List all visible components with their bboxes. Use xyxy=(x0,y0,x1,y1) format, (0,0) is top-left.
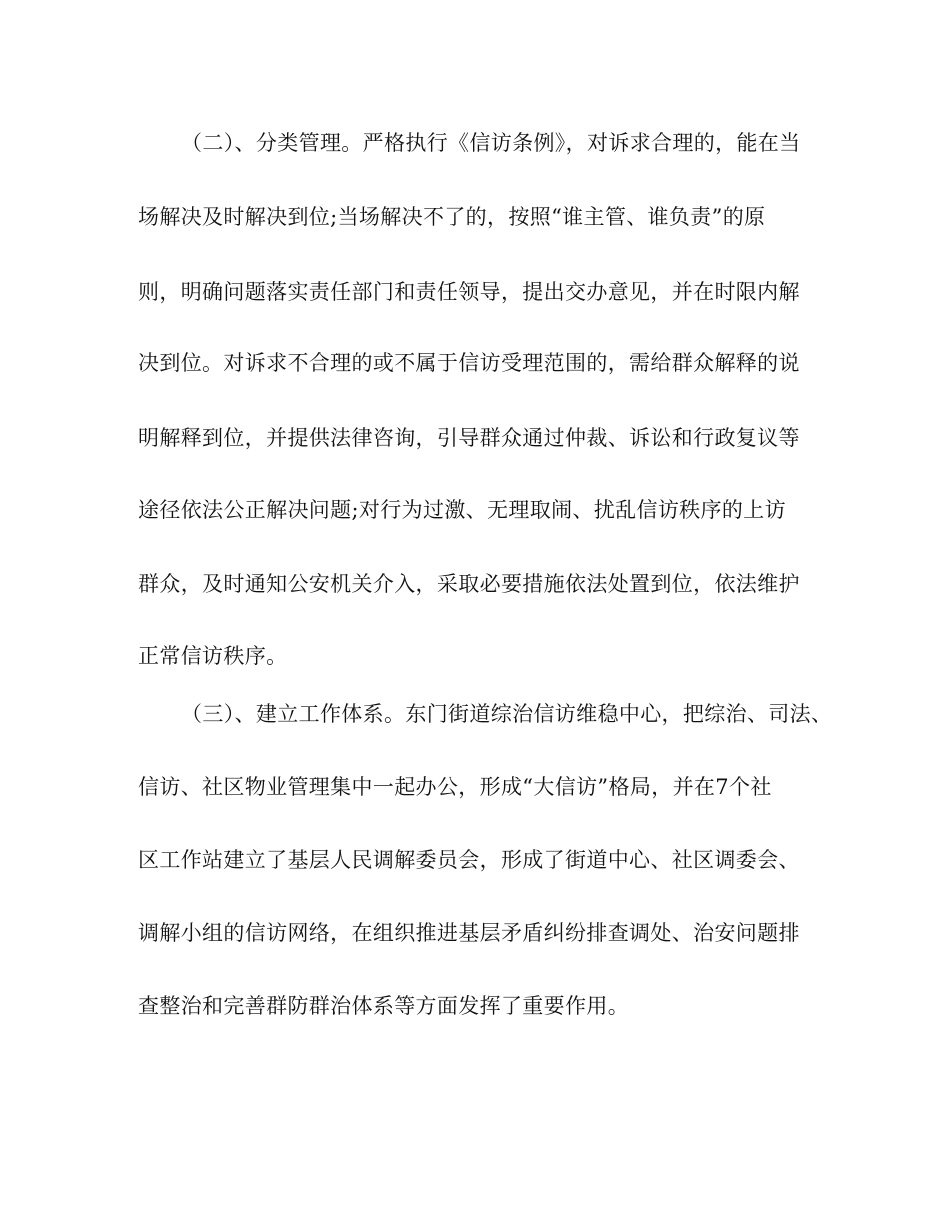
paragraph-2-line-4: 调解小组的信访网络，在组织推进基层矛盾纠纷排查调处、治安问题排 xyxy=(138,921,800,945)
paragraph-1-line-7: 群众，及时通知公安机关介入，采取必要措施依法处置到位，依法维护 xyxy=(138,572,800,596)
paragraph-2-line-1: （三）、建立工作体系。东门街道综治信访维稳中心，把综治、司法、 xyxy=(181,702,833,726)
paragraph-1-line-8: 正常信访秩序。 xyxy=(138,644,288,668)
paragraph-1-line-5: 明解释到位，并提供法律咨询，引导群众通过仲裁、诉讼和行政复议等 xyxy=(138,426,800,450)
paragraph-2-line-5: 查整治和完善群防群治体系等方面发挥了重要作用。 xyxy=(138,994,630,1018)
paragraph-1-line-3: 则，明确问题落实责任部门和责任领导，提出交办意见，并在时限内解 xyxy=(138,280,800,304)
paragraph-2-line-2: 信访、社区物业管理集中一起办公，形成“大信访”格局，并在7个社 xyxy=(138,775,772,799)
paragraph-2-line-3: 区工作站建立了基层人民调解委员会，形成了街道中心、社区调委会、 xyxy=(138,848,800,872)
paragraph-1-line-2: 场解决及时解决到位;当场解决不了的，按照“谁主管、谁负责”的原 xyxy=(138,205,766,229)
paragraph-1-line-6: 途径依法公正解决问题;对行为过激、无理取闹、扰乱信访秩序的上访 xyxy=(138,498,786,522)
paragraph-1-line-1: （二）、分类管理。严格执行《信访条例》，对诉求合理的，能在当 xyxy=(181,131,801,155)
paragraph-1-line-4: 决到位。对诉求不合理的或不属于信访受理范围的，需给群众解释的说 xyxy=(138,351,800,375)
